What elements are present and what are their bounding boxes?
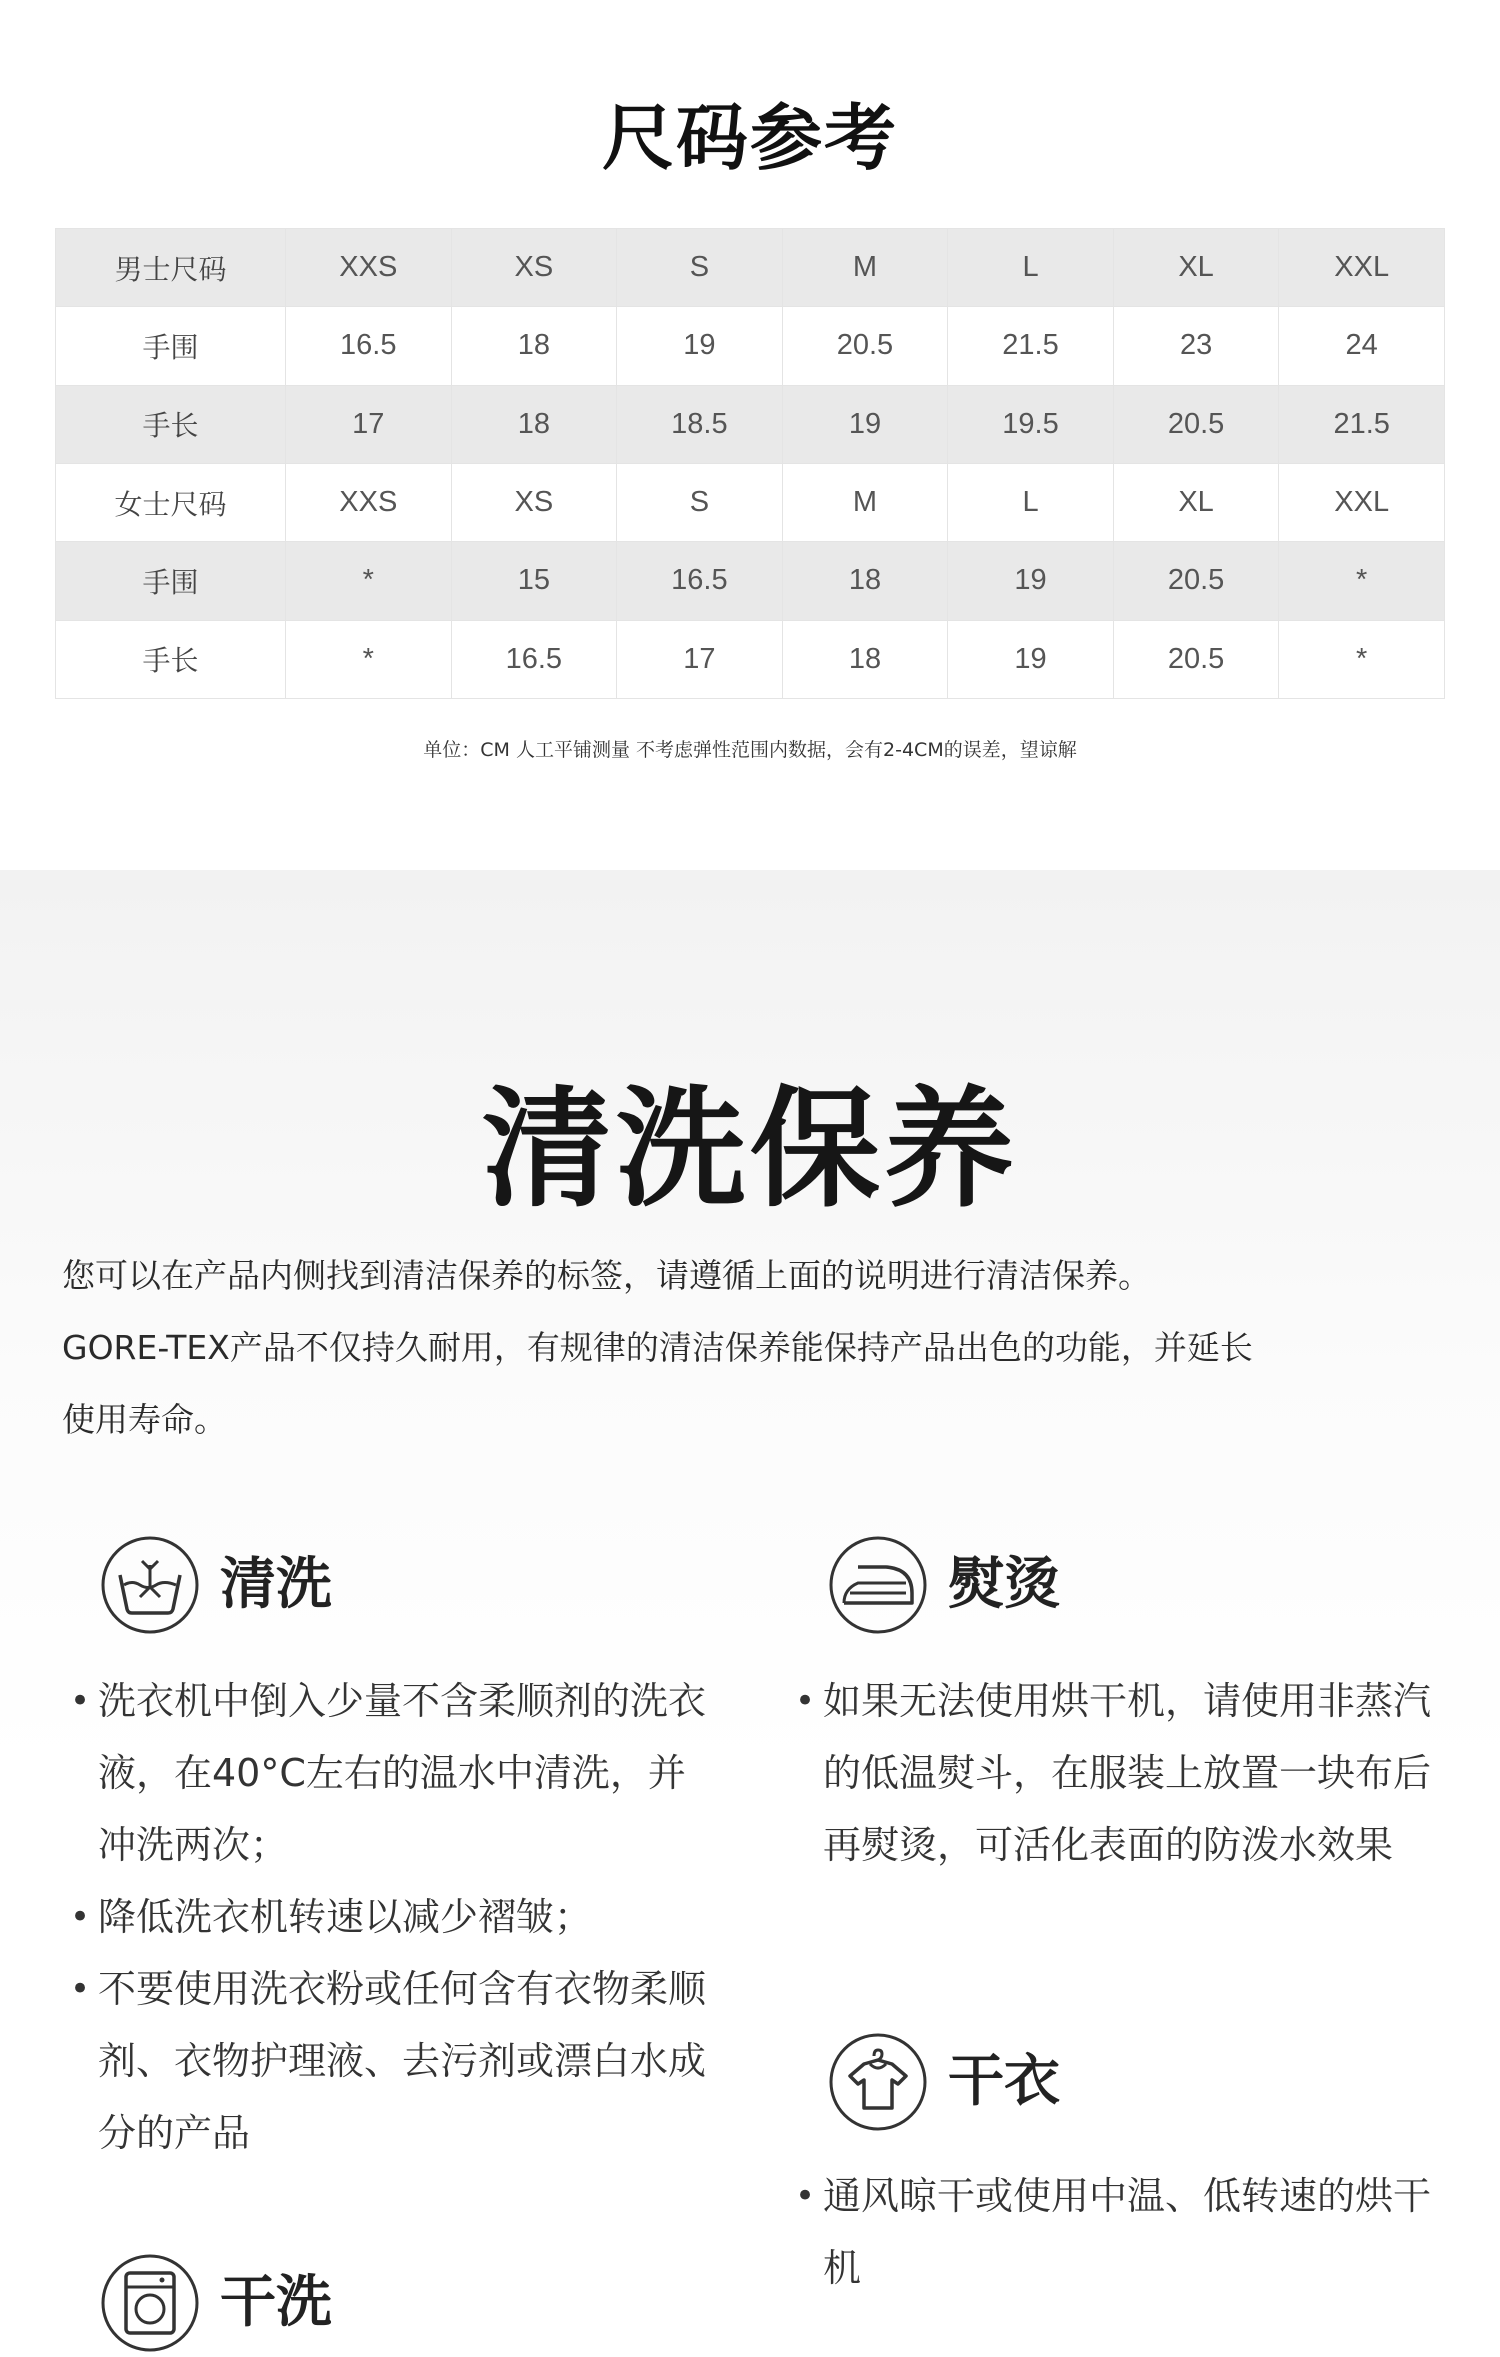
care-intro-line: 您可以在产品内侧找到清洁保养的标签，请遵循上面的说明进行清洁保养。	[62, 1256, 1151, 1295]
size-note: 单位：CM 人工平铺测量 不考虑弹性范围内数据，会有2-4CM的误差，望谅解	[423, 739, 1077, 761]
table-cell: M	[782, 463, 948, 541]
table-row	[56, 385, 1445, 463]
list-item: • 洗衣机中倒入少量不含柔顺剂的洗衣液，在40°C左右的温水中清洗，并冲洗两次；	[70, 1665, 710, 1881]
table-cell: 17	[286, 385, 452, 463]
row-label-cell: 女士尺码	[56, 463, 286, 541]
table-cell: XL	[1113, 229, 1279, 307]
table-cell: *	[286, 620, 452, 698]
washing-title: 清洗	[220, 1552, 332, 1617]
table-row	[56, 229, 1445, 307]
table-cell: 20.5	[1113, 620, 1279, 698]
table-row	[56, 620, 1445, 698]
table-cell: L	[948, 463, 1114, 541]
table-cell: XS	[451, 229, 617, 307]
care-intro	[62, 1240, 1422, 1456]
iron-icon	[828, 1535, 928, 1635]
table-cell: M	[782, 229, 948, 307]
care-intro-line: 使用寿命。	[62, 1400, 227, 1439]
list-item: • 如果无法使用烘干机，请使用非蒸汽的低温熨斗，在服装上放置一块布后再熨烫，可活化表面的防泼水效果	[795, 1665, 1435, 1881]
table-cell: 19	[782, 385, 948, 463]
washing-bullets	[70, 1665, 710, 2169]
table-cell: 19.5	[948, 385, 1114, 463]
row-label-cell: 男士尺码	[56, 229, 286, 307]
size-table	[55, 228, 1445, 699]
care-title: 清洗保养	[481, 1073, 1018, 1225]
table-cell: XXL	[1279, 463, 1445, 541]
care-intro-line: GORE-TEX产品不仅持久耐用，有规律的清洁保养能保持产品出色的功能，并延长	[62, 1328, 1253, 1367]
table-cell: XXS	[286, 229, 452, 307]
table-row	[56, 542, 1445, 620]
ironing-bullets	[795, 1665, 1435, 1881]
table-cell: 18	[451, 385, 617, 463]
table-row	[56, 307, 1445, 385]
ironing-header	[828, 1535, 1248, 1639]
row-label-cell: 手长	[56, 385, 286, 463]
dry-clean-header	[100, 2253, 520, 2357]
washing-machine-icon	[100, 2253, 200, 2353]
table-cell: 20.5	[1113, 385, 1279, 463]
drying-header	[828, 2032, 1248, 2136]
table-cell: 15	[451, 542, 617, 620]
table-row	[56, 463, 1445, 541]
table-cell: 18	[782, 542, 948, 620]
table-cell: *	[1279, 542, 1445, 620]
table-cell: *	[1279, 620, 1445, 698]
table-cell: 16.5	[451, 620, 617, 698]
table-cell: 23	[1113, 307, 1279, 385]
table-cell: 18.5	[617, 385, 783, 463]
size-chart-section	[0, 0, 1500, 870]
table-cell: 19	[948, 542, 1114, 620]
table-cell: 17	[617, 620, 783, 698]
table-cell: *	[286, 542, 452, 620]
list-item: • 降低洗衣机转速以减少褶皱；	[70, 1881, 710, 1953]
table-cell: 19	[948, 620, 1114, 698]
table-cell: 21.5	[1279, 385, 1445, 463]
table-cell: 20.5	[1113, 542, 1279, 620]
table-cell: 16.5	[286, 307, 452, 385]
table-cell: L	[948, 229, 1114, 307]
table-cell: 19	[617, 307, 783, 385]
wash-basin-icon	[100, 1535, 200, 1635]
ironing-title: 熨烫	[948, 1552, 1060, 1617]
drying-bullets	[795, 2160, 1435, 2304]
table-cell: S	[617, 463, 783, 541]
table-cell: 20.5	[782, 307, 948, 385]
shirt-hanger-icon	[828, 2032, 928, 2132]
table-cell: 24	[1279, 307, 1445, 385]
row-label-cell: 手围	[56, 542, 286, 620]
size-chart-title: 尺码参考	[601, 96, 898, 180]
dry-clean-title: 干洗	[220, 2270, 332, 2335]
table-cell: XXS	[286, 463, 452, 541]
list-item: • 不要使用洗衣粉或任何含有衣物柔顺剂、衣物护理液、去污剂或漂白水成分的产品	[70, 1953, 710, 2169]
table-cell: 21.5	[948, 307, 1114, 385]
table-cell: XXL	[1279, 229, 1445, 307]
row-label-cell: 手围	[56, 307, 286, 385]
table-cell: XS	[451, 463, 617, 541]
table-cell: S	[617, 229, 783, 307]
list-item: • 通风晾干或使用中温、低转速的烘干机	[795, 2160, 1435, 2304]
table-cell: 16.5	[617, 542, 783, 620]
row-label-cell: 手长	[56, 620, 286, 698]
washing-header	[100, 1535, 520, 1639]
care-section	[0, 870, 1500, 2335]
table-cell: 18	[782, 620, 948, 698]
table-cell: XL	[1113, 463, 1279, 541]
drying-title: 干衣	[948, 2049, 1060, 2114]
table-cell: 18	[451, 307, 617, 385]
